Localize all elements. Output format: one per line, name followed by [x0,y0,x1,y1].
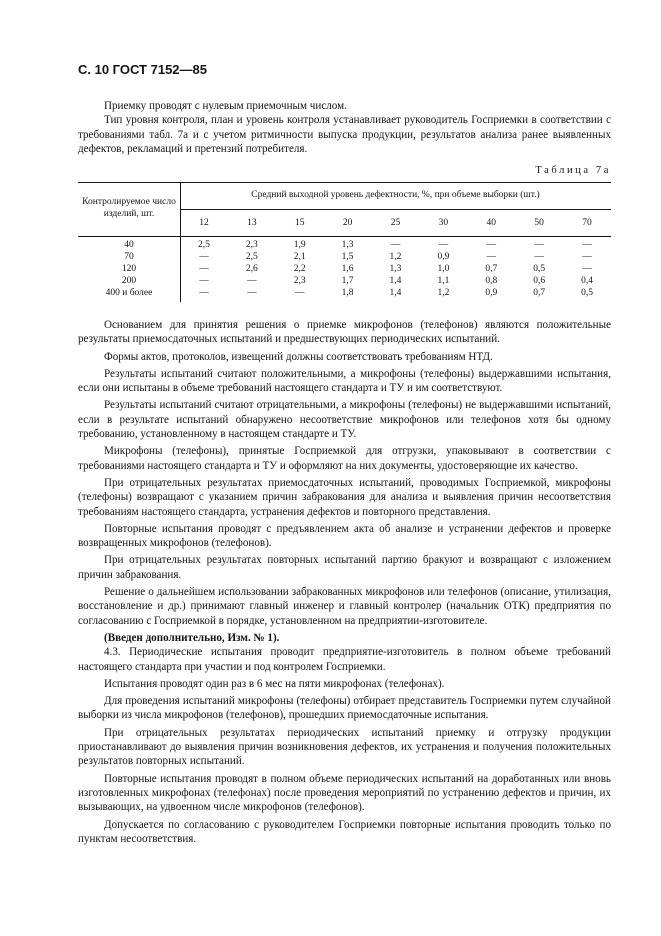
table-cell: 1,0 [437,264,450,274]
paragraph: При отрицательных результатах повторных испытаний партию бракуют и возвращают с изложением причин забракования. [78,554,611,581]
table-caption: Таблица 7а [535,165,611,176]
paragraph: Основанием для принятия решения о приемке микрофонов (телефонов) являются положительные результаты приемосдаточных испытаний и предшествующих периодических испытаний. [78,319,611,346]
table-cell: 1,2 [389,252,402,262]
paragraph: Приемку проводят с нулевым приемочным числом. [104,100,347,112]
group-header: Средний выходной уровень дефектности, %, при объеме выборки (шт.) [251,190,540,200]
table-cell: — [486,252,497,262]
table-cell: 1,3 [389,264,402,274]
table-cell: 2,6 [245,264,258,274]
paragraph: При отрицательных результатах приемосдаточных испытаний, проводимых Госприемкой, микрофоны (телефоны) возвращают с указанием причин забракования для анализа и выявления причин несоответствия требованиям настоящего стандарта, устранения дефектов и повторного представления. [78,476,611,518]
row-count: 40 [124,240,134,250]
sample-size-header: 15 [294,218,305,228]
table-cell: — [582,240,592,250]
table-cell: — [486,240,497,250]
paragraph: Для проведения испытаний микрофоны (телефоны) отбирает представитель Госприемки путем случайной выборки из числа микрофонов (телефонов), прошедших приемосдаточные испытания. [78,695,611,722]
table-cell: — [199,252,209,262]
paragraph: Повторные испытания проводят в полном объеме периодических испытаний на доработанных или вновь изготовленных микрофонах (телефонах) после проведения мероприятий по устранению дефектов и причин, их вызывающих, на удвоенном числе микрофонов (телефонов). [78,772,611,814]
table-cell: — [438,240,449,250]
sample-size-header: 40 [486,218,497,228]
sample-size-header: 12 [199,218,209,228]
table-cell: — [582,264,592,274]
defect-level-table [78,182,611,302]
table-cell: 1,9 [293,240,306,250]
table-cell: — [247,288,257,298]
paragraph: Допускается по согласованию с руководителем Госприемки повторные испытания проводить только по пунктам несоответствия. [78,818,611,845]
table-cell: 0,7 [485,264,498,274]
table-cell: — [199,288,209,298]
sample-size-header: 20 [342,218,353,228]
sample-size-header: 30 [438,218,449,228]
table-cell: 2,3 [293,276,306,286]
table-cell: — [199,264,209,274]
sample-size-header: 70 [582,218,592,228]
table-cell: 0,4 [581,276,593,286]
table-cell: 0,6 [533,276,546,286]
body-text [78,318,611,846]
row-count: 400 и более [105,288,153,298]
table-cell: 1,1 [437,276,450,286]
table-cell: 1,5 [341,252,354,262]
table-cell: 0,8 [485,276,498,286]
row-count: 70 [124,252,134,262]
table-cell: 0,7 [533,288,546,298]
table-cell: 0,5 [533,264,546,274]
paragraph: Повторные испытания проводят с предъявлением акта об анализе и устранении дефектов и проверке возвращенных микрофонов (телефонов). [78,522,611,550]
table-cell: 1,3 [341,240,354,250]
table-cell: — [534,240,544,250]
paragraph: Результаты испытаний считают положительными, а микрофоны (телефоны) выдержавшими испытания, если они испытаны в объеме требований настоящего стандарта и ТУ и им соответствуют. [78,367,611,395]
paragraph: Микрофоны (телефоны), принятые Госприемкой для отгрузки, упаковывают в соответствии с требованиями настоящего стандарта и ТУ и оформляют на них документы, удостоверяющие их качество. [78,445,611,472]
table-cell: 1,8 [341,288,354,298]
table-cell: 2,5 [198,240,210,250]
table-cell: — [582,252,592,262]
paragraph: 4.3. Периодические испытания проводит предприятие-изготовитель в полном объеме требований настоящего стандарта при участии и под контролем Госприемки. [78,646,611,673]
table-cell: 1,6 [341,264,354,274]
table-cell: 2,2 [293,264,306,274]
table-cell: — [247,276,257,286]
table-cell: — [534,252,544,262]
table-cell: 1,2 [437,288,450,298]
table-cell: 2,3 [245,240,258,250]
table-cell: — [199,276,209,286]
table-cell: 2,1 [293,252,306,262]
table-cell: 2,5 [245,252,258,262]
table-cell: 0,9 [485,288,498,298]
row-count: 200 [121,276,137,286]
intro-text [78,99,611,156]
table-cell: 0,9 [437,252,450,262]
table-cell: 1,7 [341,276,354,286]
table-cell: 0,5 [581,288,593,298]
table-cell: 1,4 [389,276,402,286]
paragraph: При отрицательных результатах периодических испытаний приемку и отгрузку продукции приостанавливают до выявления причин возникновения дефектов, их устранения и получения положительных результатов повторных испытаний. [78,726,611,768]
row-header: Контролируемое число изделий, шт. [82,197,176,219]
table-cell: — [390,240,401,250]
paragraph: Тип уровня контроля, план и уровень контроля устанавливает руководитель Госприемки в соответствии с требованиями табл. 7а и с учетом ритмичности выпуска продукции, результатов анализа ранее выявленных дефектов, рекламаций и претензий потребителя. [78,114,611,155]
table-cell: 1,4 [389,288,402,298]
sample-size-header: 25 [390,218,401,228]
paragraph: Формы актов, протоколов, извещений должны соответствовать требованиям НТД. [104,350,493,363]
paragraph: Решение о дальнейшем использовании забракованных микрофонов или телефонов (описание, утилизация, восстановление и др.) принимают главный инженер и главный контролер (начальник ОТК) предприятия по согласованию с Госприемкой в порядке, установленном на предприятии-изготовителе. [78,586,611,627]
amendment-note: (Введен дополнительно, Изм. № 1). [104,631,280,644]
paragraph: Результаты испытаний считают отрицательными, а микрофоны (телефоны) не выдержавшими испытаний, если в результате испытаний обнаружено несоответствие микрофонов или телефонов хотя бы одному требованию, установленному в настоящем стандарте и ТУ. [78,399,611,441]
row-count: 120 [121,264,137,274]
sample-size-header: 13 [247,218,257,228]
table-cell: — [294,288,305,298]
paragraph: Испытания проводят один раз в 6 мес на пяти микрофонах (телефонах). [104,677,445,690]
page-header: С. 10 ГОСТ 7152—85 [78,62,207,77]
sample-size-header: 50 [534,218,544,228]
